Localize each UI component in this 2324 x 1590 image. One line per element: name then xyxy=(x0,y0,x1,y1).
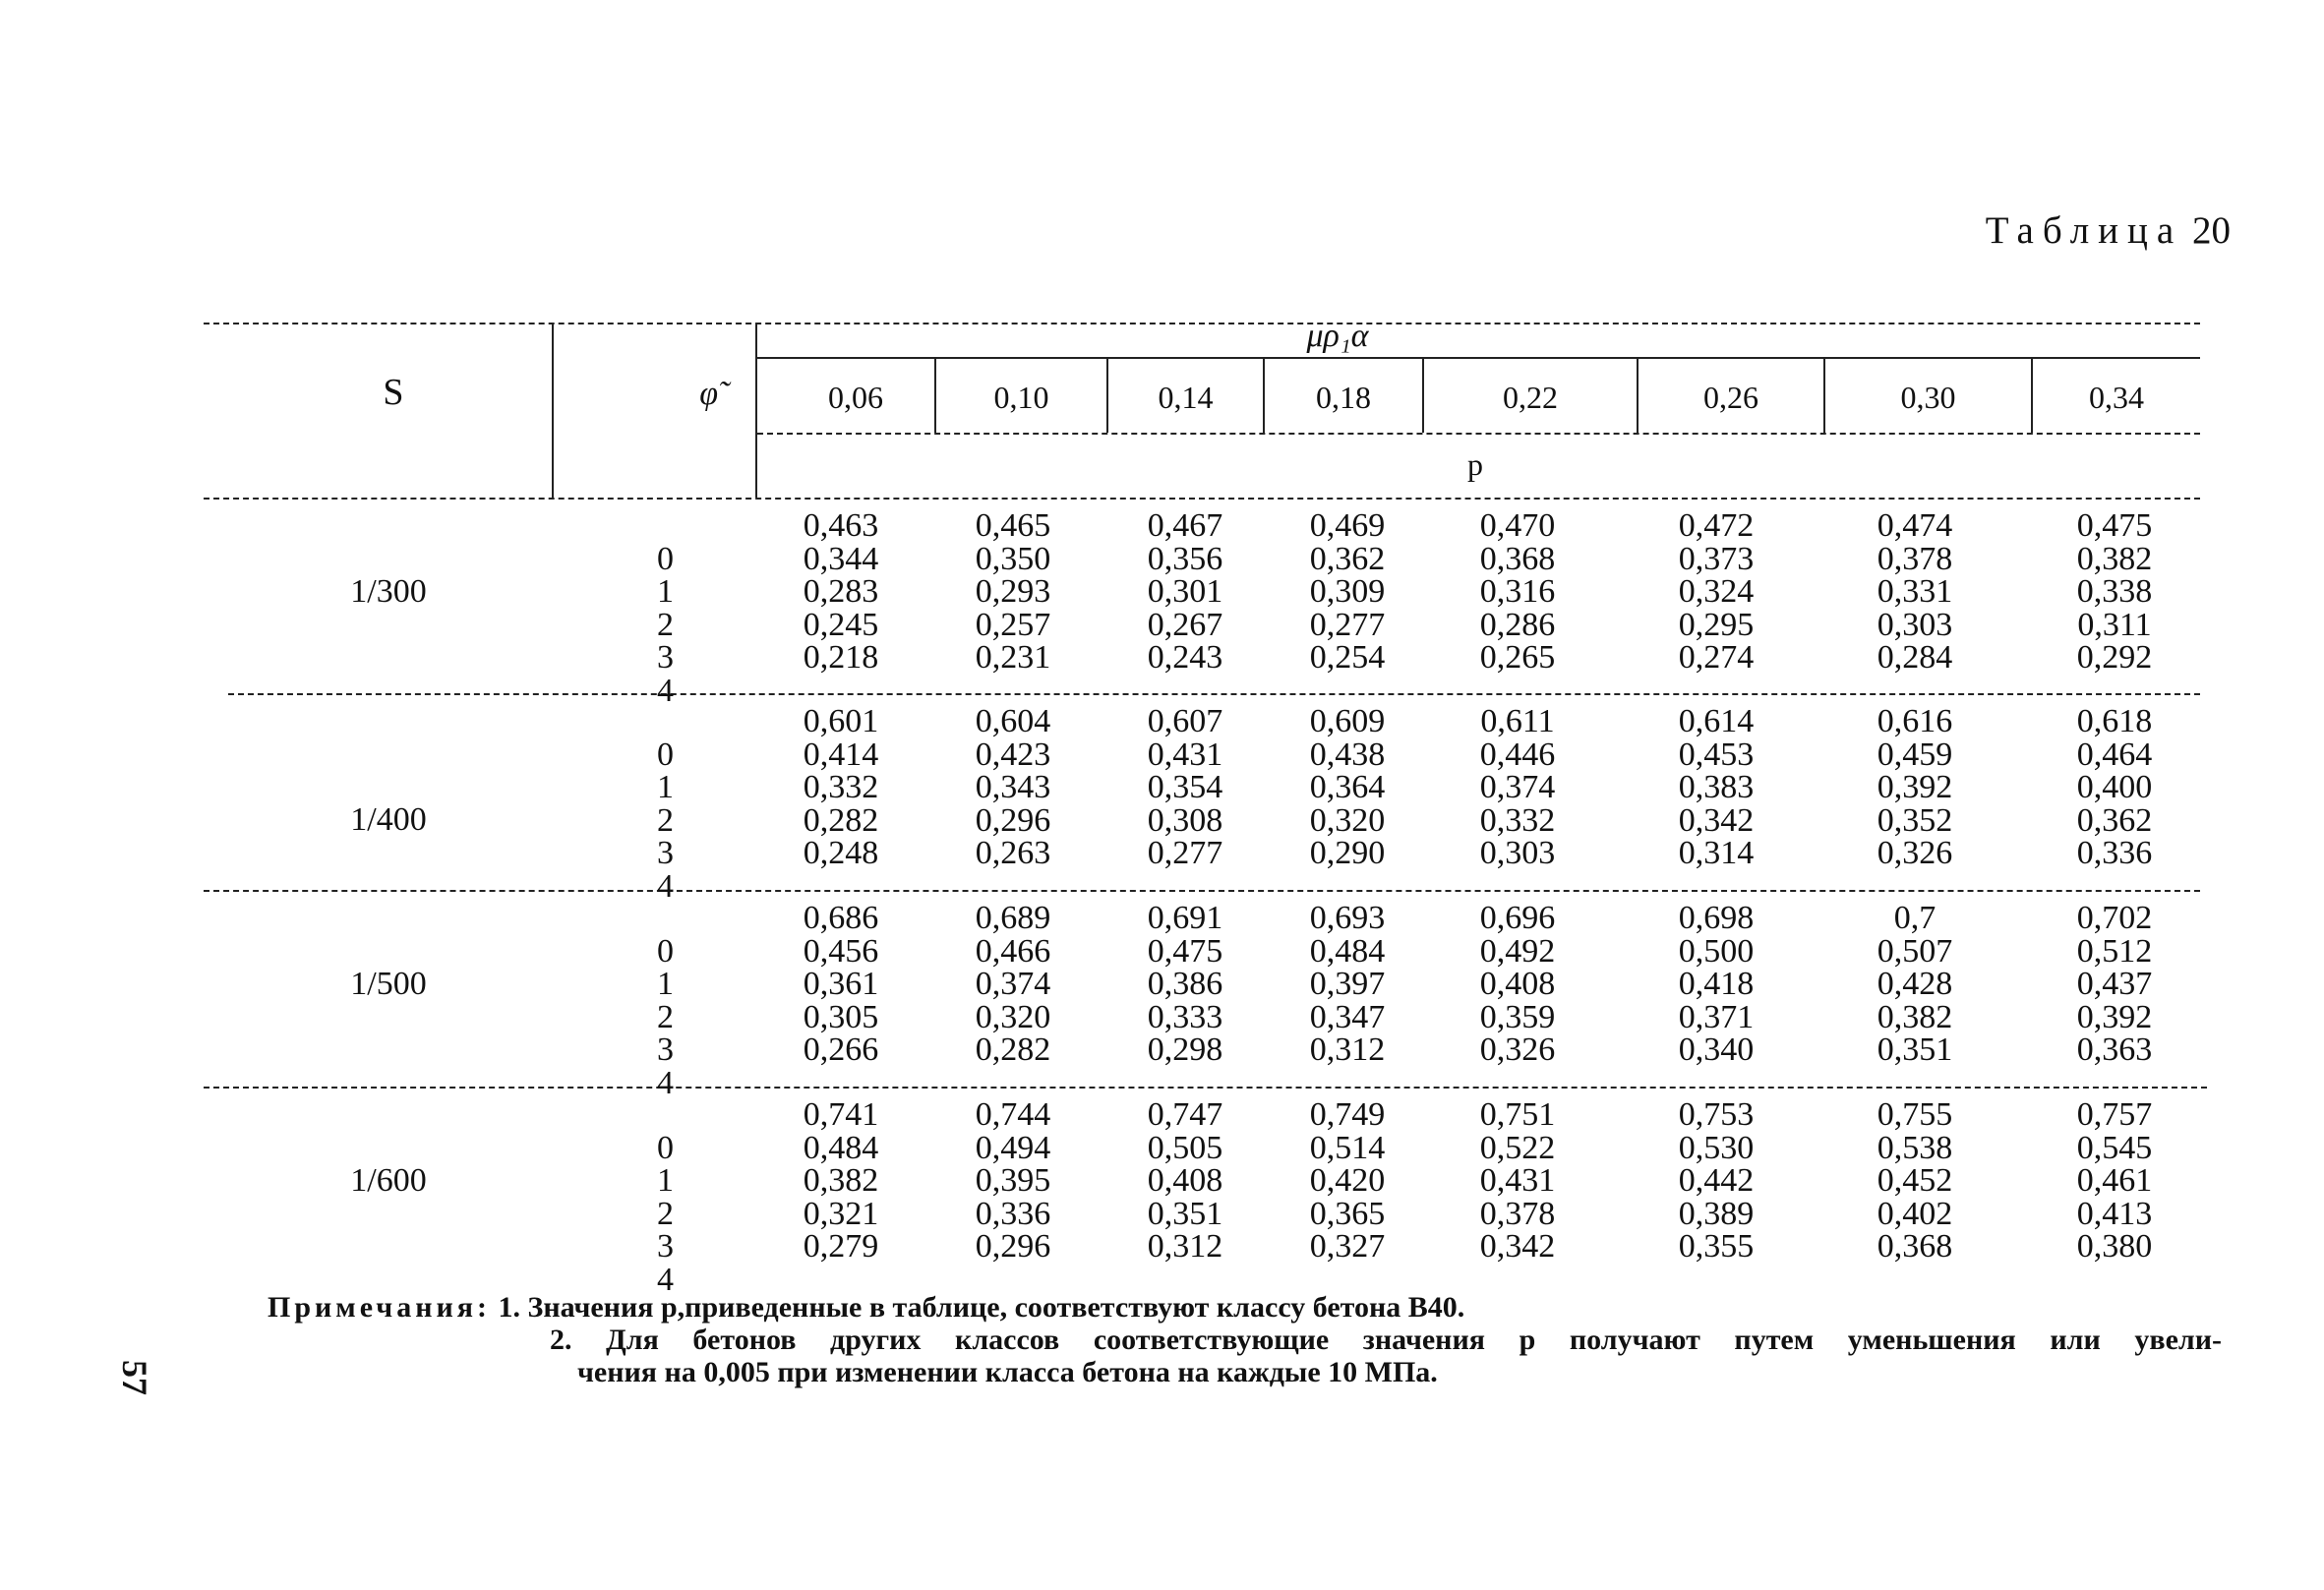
table-cell: 0,757 xyxy=(2076,1096,2153,1133)
table-cell: 0,365 xyxy=(1309,1195,1386,1232)
table-cell: 0,282 xyxy=(975,1031,1051,1068)
table-cell: 0,364 xyxy=(1309,769,1386,805)
value-column xyxy=(1454,705,1581,870)
table-cell: 0,456 xyxy=(803,932,879,970)
value-column xyxy=(2051,705,2178,870)
s-value-1-600: 1/600 xyxy=(350,1162,427,1199)
table-caption-word: Таблица xyxy=(1985,209,2183,252)
value-column xyxy=(1851,902,1979,1067)
table-cell: 0,753 xyxy=(1678,1096,1755,1133)
col-header-3: 0,14 xyxy=(1158,380,1214,415)
table-cell: 0,475 xyxy=(1147,932,1223,970)
table-cell: 0,336 xyxy=(2076,835,2153,871)
table-cell: 0,614 xyxy=(1678,703,1755,739)
table-cell: 0,453 xyxy=(1678,736,1755,773)
table-cell: 0,470 xyxy=(1479,507,1556,544)
table-cell: 0,382 xyxy=(1877,998,1953,1035)
table-cell: 0,475 xyxy=(2076,507,2153,544)
table-cell: 0,408 xyxy=(1147,1162,1223,1199)
table-cell: 0,282 xyxy=(803,801,879,839)
table-cell: 0,303 xyxy=(1877,606,1953,643)
value-column xyxy=(1121,1098,1249,1264)
table-cell: 0,465 xyxy=(975,507,1051,544)
value-column xyxy=(777,1098,905,1264)
s-value-1-500: 1/500 xyxy=(350,966,427,1002)
table-cell: 0,380 xyxy=(2076,1228,2153,1265)
table-top-rule xyxy=(204,323,2200,324)
table-cell: 0,514 xyxy=(1309,1129,1386,1166)
value-column xyxy=(777,705,905,870)
table-cell: 0,265 xyxy=(1479,639,1556,676)
table-cell: 0,698 xyxy=(1678,900,1755,936)
phi-value: 1 xyxy=(657,769,674,805)
table-cell: 0,618 xyxy=(2076,703,2153,739)
table-cell: 0,755 xyxy=(1877,1096,1953,1133)
phi-value: 0 xyxy=(657,932,674,970)
table-cell: 0,438 xyxy=(1309,736,1386,773)
table-cell: 0,342 xyxy=(1678,801,1755,839)
table-cell: 0,331 xyxy=(1877,573,1953,610)
table-cell: 0,245 xyxy=(803,606,879,643)
note-2-line-1: 2. Для бетонов других классов соответствующие значения р получают путем уменьшения или увели- xyxy=(550,1324,2222,1356)
s-value-1-400: 1/400 xyxy=(350,801,427,838)
table-cell: 0,298 xyxy=(1147,1031,1223,1068)
col-header-4: 0,18 xyxy=(1316,380,1371,415)
value-column xyxy=(1652,705,1780,870)
table-cell: 0,693 xyxy=(1309,900,1386,936)
table-cell: 0,303 xyxy=(1479,835,1556,871)
table-cell: 0,266 xyxy=(803,1031,879,1068)
phi-value: 2 xyxy=(657,606,674,643)
table-cell: 0,374 xyxy=(1479,769,1556,805)
col-header-1: 0,06 xyxy=(828,380,883,415)
table-cell: 0,392 xyxy=(2076,998,2153,1035)
table-cell: 0,472 xyxy=(1678,507,1755,544)
table-cell: 0,279 xyxy=(803,1228,879,1265)
phi-value: 4 xyxy=(657,1261,674,1298)
phi-value: 3 xyxy=(657,1031,674,1068)
table-cell: 0,263 xyxy=(975,835,1051,871)
table-cell: 0,301 xyxy=(1147,573,1223,610)
table-cell: 0,408 xyxy=(1479,966,1556,1002)
table-cell: 0,702 xyxy=(2076,900,2153,936)
table-cell: 0,459 xyxy=(1877,736,1953,773)
table-cell: 0,354 xyxy=(1147,769,1223,805)
phi-value: 4 xyxy=(657,867,674,905)
table-cell: 0,311 xyxy=(2077,606,2152,643)
value-column xyxy=(1454,1098,1581,1264)
table-cell: 0,277 xyxy=(1147,835,1223,871)
value-column xyxy=(1851,1098,1979,1264)
note-2 xyxy=(550,1324,2222,1388)
s-column-divider xyxy=(552,323,554,498)
table-cell: 0,530 xyxy=(1678,1129,1755,1166)
value-column xyxy=(777,902,905,1067)
table-cell: 0,277 xyxy=(1309,606,1386,643)
table-cell: 0,308 xyxy=(1147,801,1223,839)
note-2-row xyxy=(268,1324,2225,1388)
value-column xyxy=(1121,902,1249,1067)
s-column-header: S xyxy=(383,372,404,413)
phi-value: 0 xyxy=(657,1129,674,1166)
table-cell: 0,362 xyxy=(1309,540,1386,577)
table-cell: 0,378 xyxy=(1479,1195,1556,1232)
table-cell: 0,296 xyxy=(975,1228,1051,1265)
table-cell: 0,604 xyxy=(975,703,1051,739)
table-cell: 0,446 xyxy=(1479,736,1556,773)
table-cell: 0,423 xyxy=(975,736,1051,773)
table-cell: 0,467 xyxy=(1147,507,1223,544)
table-cell: 0,686 xyxy=(803,900,879,936)
table-cell: 0,350 xyxy=(975,540,1051,577)
table-cell: 0,442 xyxy=(1678,1162,1755,1199)
value-label-rule xyxy=(757,433,2200,435)
value-column xyxy=(1851,705,1979,870)
table-cell: 0,420 xyxy=(1309,1162,1386,1199)
group-rule-3 xyxy=(204,1087,2207,1089)
s-value-1-300: 1/300 xyxy=(350,573,427,610)
value-column xyxy=(1121,509,1249,675)
table-cell: 0,402 xyxy=(1877,1195,1953,1232)
col-header-5: 0,22 xyxy=(1503,380,1558,415)
table-cell: 0,248 xyxy=(803,835,879,871)
table-cell: 0,312 xyxy=(1309,1031,1386,1068)
table-cell: 0,356 xyxy=(1147,540,1223,577)
value-column xyxy=(1652,902,1780,1067)
table-cell: 0,397 xyxy=(1309,966,1386,1002)
col-header-6: 0,26 xyxy=(1703,380,1758,415)
table-cell: 0,332 xyxy=(1479,801,1556,839)
value-column xyxy=(1283,1098,1411,1264)
table-cell: 0,466 xyxy=(975,932,1051,970)
table-cell: 0,368 xyxy=(1479,540,1556,577)
table-cell: 0,383 xyxy=(1678,769,1755,805)
table-cell: 0,320 xyxy=(975,998,1051,1035)
table-cell: 0,696 xyxy=(1479,900,1556,936)
value-column xyxy=(949,509,1077,675)
value-column xyxy=(1851,509,1979,675)
phi-value: 1 xyxy=(657,573,674,610)
note-1: 1. Значения р,приведенные в таблице, соответствуют классу бетона В40. xyxy=(498,1291,1465,1324)
value-column xyxy=(949,902,1077,1067)
table-cell: 0,320 xyxy=(1309,801,1386,839)
table-cell: 0,386 xyxy=(1147,966,1223,1002)
table-cell: 0,464 xyxy=(2076,736,2153,773)
table-cell: 0,492 xyxy=(1479,932,1556,970)
phi-column-header: φ̃ xyxy=(699,376,718,412)
group-rule-2 xyxy=(204,890,2200,892)
value-column xyxy=(1652,1098,1780,1264)
table-cell: 0,751 xyxy=(1479,1096,1556,1133)
phi-value: 1 xyxy=(657,966,674,1002)
phi-value: 0 xyxy=(657,540,674,577)
value-label: p xyxy=(1467,446,1483,482)
value-column xyxy=(1652,509,1780,675)
table-cell: 0,243 xyxy=(1147,639,1223,676)
phi-value: 4 xyxy=(657,1064,674,1101)
table-cell: 0,355 xyxy=(1678,1228,1755,1265)
table-cell: 0,351 xyxy=(1877,1031,1953,1068)
value-column xyxy=(1283,509,1411,675)
table-cell: 0,295 xyxy=(1678,606,1755,643)
table-caption-number: 20 xyxy=(2192,209,2231,252)
table-cell: 0,333 xyxy=(1147,998,1223,1035)
note-2-line-2: чения на 0,005 при изменении класса бетона на каждые 10 МПа. xyxy=(577,1356,1438,1388)
table-cell: 0,507 xyxy=(1877,932,1953,970)
phi-value: 4 xyxy=(657,672,674,709)
table-cell: 0,689 xyxy=(975,900,1051,936)
table-cell: 0,418 xyxy=(1678,966,1755,1002)
table-cell: 0,500 xyxy=(1678,932,1755,970)
table-cell: 0,616 xyxy=(1877,703,1953,739)
table-caption xyxy=(1986,208,2231,253)
table-cell: 0,545 xyxy=(2076,1129,2153,1166)
table-cell: 0,296 xyxy=(975,801,1051,839)
table-cell: 0,505 xyxy=(1147,1129,1223,1166)
table-cell: 0,352 xyxy=(1877,801,1953,839)
table-cell: 0,452 xyxy=(1877,1162,1953,1199)
table-cell: 0,601 xyxy=(803,703,879,739)
table-cell: 0,749 xyxy=(1309,1096,1386,1133)
value-column xyxy=(1454,509,1581,675)
table-cell: 0,494 xyxy=(975,1129,1051,1166)
table-cell: 0,428 xyxy=(1877,966,1953,1002)
table-cell: 0,414 xyxy=(803,736,879,773)
table-cell: 0,469 xyxy=(1309,507,1386,544)
table-cell: 0,413 xyxy=(2076,1195,2153,1232)
table-cell: 0,484 xyxy=(803,1129,879,1166)
table-cell: 0,326 xyxy=(1877,835,1953,871)
table-cell: 0,321 xyxy=(803,1195,879,1232)
table-cell: 0,368 xyxy=(1877,1228,1953,1265)
table-cell: 0,609 xyxy=(1309,703,1386,739)
table-cell: 0,392 xyxy=(1877,769,1953,805)
table-cell: 0,373 xyxy=(1678,540,1755,577)
table-cell: 0,283 xyxy=(803,573,879,610)
table-cell: 0,344 xyxy=(803,540,879,577)
table-cell: 0,218 xyxy=(803,639,879,676)
col-header-2: 0,10 xyxy=(993,380,1049,415)
value-column xyxy=(1454,902,1581,1067)
table-cell: 0,267 xyxy=(1147,606,1223,643)
table-cell: 0,286 xyxy=(1479,606,1556,643)
page-number: 57 xyxy=(115,1360,154,1395)
table-cell: 0,484 xyxy=(1309,932,1386,970)
table-cell: 0,538 xyxy=(1877,1129,1953,1166)
table-cell: 0,293 xyxy=(975,573,1051,610)
table-cell: 0,312 xyxy=(1147,1228,1223,1265)
table-cell: 0,326 xyxy=(1479,1031,1556,1068)
table-cell: 0,254 xyxy=(1309,639,1386,676)
table-cell: 0,359 xyxy=(1479,998,1556,1035)
table-cell: 0,309 xyxy=(1309,573,1386,610)
notes-lead: Примечания: xyxy=(268,1291,492,1324)
table-cell: 0,290 xyxy=(1309,835,1386,871)
table-cell: 0,343 xyxy=(975,769,1051,805)
table-cell: 0,437 xyxy=(2076,966,2153,1002)
value-column xyxy=(949,705,1077,870)
phi-value: 0 xyxy=(657,736,674,773)
phi-value: 2 xyxy=(657,801,674,839)
table-cell: 0,461 xyxy=(2076,1162,2153,1199)
table-cell: 0,274 xyxy=(1678,639,1755,676)
table-cell: 0,314 xyxy=(1678,835,1755,871)
value-column xyxy=(777,509,905,675)
table-cell: 0,374 xyxy=(975,966,1051,1002)
table-cell: 0,611 xyxy=(1480,703,1555,739)
table-cell: 0,378 xyxy=(1877,540,1953,577)
table-cell: 0,363 xyxy=(2076,1031,2153,1068)
table-cell: 0,362 xyxy=(2076,801,2153,839)
table-cell: 0,231 xyxy=(975,639,1051,676)
col-header-7: 0,30 xyxy=(1900,380,1956,415)
header-bottom-rule xyxy=(204,498,2200,500)
table-cell: 0,389 xyxy=(1678,1195,1755,1232)
table-cell: 0,431 xyxy=(1479,1162,1556,1199)
value-column xyxy=(1283,902,1411,1067)
table-cell: 0,336 xyxy=(975,1195,1051,1232)
notes xyxy=(268,1291,2225,1388)
table-cell: 0,324 xyxy=(1678,573,1755,610)
note-1-row xyxy=(268,1291,2225,1324)
group-rule-1 xyxy=(228,693,2200,695)
table-cell: 0,382 xyxy=(2076,540,2153,577)
table-cell: 0,347 xyxy=(1309,998,1386,1035)
table-cell: 0,316 xyxy=(1479,573,1556,610)
table-cell: 0,431 xyxy=(1147,736,1223,773)
table-cell: 0,292 xyxy=(2076,639,2153,676)
table-cell: 0,400 xyxy=(2076,769,2153,805)
value-column xyxy=(2051,509,2178,675)
table-cell: 0,340 xyxy=(1678,1031,1755,1068)
col-header-8: 0,34 xyxy=(2089,380,2144,415)
table-cell: 0,463 xyxy=(803,507,879,544)
table-cell: 0,522 xyxy=(1479,1129,1556,1166)
phi-column-divider xyxy=(755,323,757,498)
table-cell: 0,342 xyxy=(1479,1228,1556,1265)
table-cell: 0,607 xyxy=(1147,703,1223,739)
table-cell: 0,474 xyxy=(1877,507,1953,544)
phi-value: 3 xyxy=(657,639,674,676)
table-cell: 0,382 xyxy=(803,1162,879,1199)
table-cell: 0,327 xyxy=(1309,1228,1386,1265)
table-cell: 0,691 xyxy=(1147,900,1223,936)
table-cell: 0,351 xyxy=(1147,1195,1223,1232)
phi-value: 2 xyxy=(657,998,674,1035)
group-header: μρ₁α xyxy=(1306,318,1369,354)
value-column xyxy=(2051,902,2178,1067)
value-column xyxy=(2051,1098,2178,1264)
table-cell: 0,338 xyxy=(2076,573,2153,610)
table-cell: 0,332 xyxy=(803,769,879,805)
table-cell: 0,512 xyxy=(2076,932,2153,970)
table-cell: 0,361 xyxy=(803,966,879,1002)
table-cell: 0,744 xyxy=(975,1096,1051,1133)
table-cell: 0,395 xyxy=(975,1162,1051,1199)
phi-value: 3 xyxy=(657,1228,674,1265)
phi-value: 2 xyxy=(657,1195,674,1232)
table-cell: 0,257 xyxy=(975,606,1051,643)
table-cell: 0,7 xyxy=(1893,900,1937,936)
phi-value: 3 xyxy=(657,835,674,871)
table-cell: 0,747 xyxy=(1147,1096,1223,1133)
table-cell: 0,741 xyxy=(803,1096,879,1133)
value-column xyxy=(949,1098,1077,1264)
phi-value: 1 xyxy=(657,1162,674,1199)
group-header-rule xyxy=(757,357,2200,359)
table-cell: 0,284 xyxy=(1877,639,1953,676)
value-column xyxy=(1121,705,1249,870)
table-cell: 0,305 xyxy=(803,998,879,1035)
table-cell: 0,371 xyxy=(1678,998,1755,1035)
value-column xyxy=(1283,705,1411,870)
